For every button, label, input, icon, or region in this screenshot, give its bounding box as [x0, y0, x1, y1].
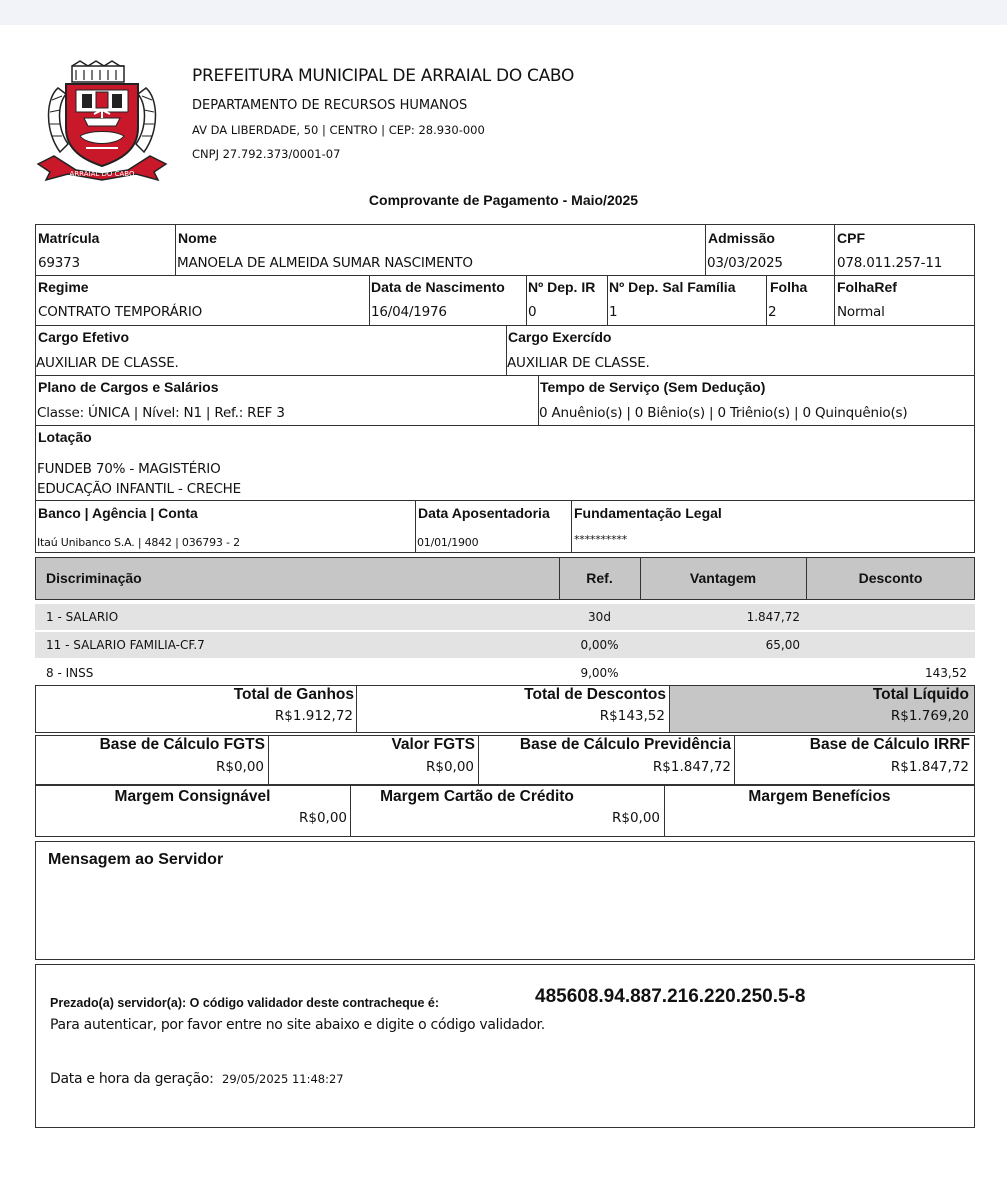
- margem-consignavel-value: R$0,00: [298, 810, 347, 826]
- folharef-label: FolhaRef: [837, 279, 897, 295]
- table-row: [35, 632, 975, 658]
- validator-code: 485608.94.887.216.220.250.5-8: [535, 986, 806, 1007]
- base-irrf-value: R$1.847,72: [890, 759, 969, 775]
- nome-label: Nome: [178, 230, 217, 246]
- aposentadoria-label: Data Aposentadoria: [418, 505, 550, 521]
- admissao-value: 03/03/2025: [707, 255, 783, 271]
- row-vantagem: 1.847,72: [746, 610, 800, 624]
- org-name: PREFEITURA MUNICIPAL DE ARRAIAL DO CABO: [192, 66, 575, 86]
- crest-ribbon-text: ARRAIAL DO CABO: [69, 170, 135, 178]
- banco-value: Itaú Unibanco S.A. | 4842 | 036793 - 2: [37, 536, 240, 549]
- admissao-label: Admissão: [708, 230, 775, 246]
- row-ref: 30d: [588, 610, 611, 624]
- plano-cargos-value: Classe: ÚNICA | Nível: N1 | Ref.: REF 3: [37, 405, 285, 421]
- banco-label: Banco | Agência | Conta: [38, 505, 198, 521]
- folha-label: Folha: [770, 279, 808, 295]
- cpf-value: 078.011.257-11: [837, 255, 943, 271]
- validator-box: [35, 964, 975, 1128]
- base-irrf-label: Base de Cálculo IRRF: [809, 736, 970, 753]
- department-name: DEPARTAMENTO DE RECURSOS HUMANOS: [192, 98, 468, 113]
- lotacao-line-2: EDUCAÇÃO INFANTIL - CRECHE: [37, 481, 241, 497]
- message-label: Mensagem ao Servidor: [48, 851, 224, 868]
- row-desc: 8 - INSS: [46, 666, 94, 680]
- base-fgts-label: Base de Cálculo FGTS: [99, 736, 265, 753]
- dep-ir-value: 0: [528, 304, 537, 320]
- aposentadoria-value: 01/01/1900: [417, 536, 479, 549]
- table-row: [35, 604, 975, 630]
- margem-beneficios-label: Margem Benefícios: [748, 788, 891, 805]
- row-vantagem: 65,00: [765, 638, 800, 652]
- folha-value: 2: [768, 304, 777, 320]
- total-ganhos-value: R$1.912,72: [274, 708, 353, 724]
- fundamentacao-value: **********: [574, 533, 628, 546]
- row-desc: 11 - SALARIO FAMILIA-CF.7: [46, 638, 205, 652]
- plano-cargos-label: Plano de Cargos e Salários: [38, 379, 219, 395]
- tempo-servico-value: 0 Anuênio(s) | 0 Biênio(s) | 0 Triênio(s) | 0 Quinquênio(s): [539, 405, 908, 421]
- table-row: [35, 660, 975, 686]
- org-address: AV DA LIBERDADE, 50 | CENTRO | CEP: 28.930-000: [192, 123, 485, 137]
- dep-sal-familia-value: 1: [609, 304, 618, 320]
- document-title: Comprovante de Pagamento - Maio/2025: [368, 192, 639, 208]
- regime-label: Regime: [38, 279, 89, 295]
- cargo-efetivo-label: Cargo Efetivo: [38, 329, 130, 345]
- nascimento-label: Data de Nascimento: [371, 279, 505, 295]
- generation-datetime: 29/05/2025 11:48:27: [222, 1072, 344, 1086]
- col-desconto: Desconto: [858, 570, 923, 586]
- col-ref: Ref.: [586, 570, 613, 586]
- nascimento-value: 16/04/1976: [371, 304, 447, 320]
- col-vantagem: Vantagem: [689, 570, 757, 586]
- matricula-label: Matrícula: [38, 230, 100, 246]
- base-fgts-value: R$0,00: [215, 759, 264, 775]
- cargo-exercido-label: Cargo Exercído: [508, 329, 612, 345]
- coat-of-arms-logo: [36, 60, 168, 182]
- cargo-exercido-value: AUXILIAR DE CLASSE.: [507, 355, 650, 371]
- lotacao-line-1: FUNDEB 70% - MAGISTÉRIO: [37, 461, 221, 477]
- row-ref: 0,00%: [580, 638, 619, 652]
- margem-cartao-label: Margem Cartão de Crédito: [380, 788, 574, 805]
- matricula-value: 69373: [38, 255, 80, 271]
- lotacao-label: Lotação: [38, 429, 92, 445]
- base-previdencia-label: Base de Cálculo Previdência: [519, 736, 731, 753]
- cpf-label: CPF: [837, 230, 865, 246]
- row-desconto: 143,52: [925, 666, 967, 680]
- top-bar: [0, 0, 1007, 25]
- folharef-value: Normal: [837, 304, 885, 320]
- valor-fgts-value: R$0,00: [425, 759, 474, 775]
- dep-sal-familia-label: Nº Dep. Sal Família: [609, 279, 736, 295]
- regime-value: CONTRATO TEMPORÁRIO: [38, 304, 203, 320]
- generation-label: Data e hora da geração:: [50, 1071, 214, 1087]
- margem-consignavel-label: Margem Consignável: [114, 788, 271, 805]
- base-previdencia-value: R$1.847,72: [652, 759, 731, 775]
- org-cnpj: CNPJ 27.792.373/0001-07: [192, 147, 341, 161]
- total-descontos-label: Total de Descontos: [524, 686, 666, 703]
- total-ganhos-label: Total de Ganhos: [233, 686, 354, 703]
- fundamentacao-label: Fundamentação Legal: [574, 505, 722, 521]
- tempo-servico-label: Tempo de Serviço (Sem Dedução): [540, 379, 766, 395]
- row-ref: 9,00%: [580, 666, 619, 680]
- dep-ir-label: Nº Dep. IR: [528, 279, 596, 295]
- validator-intro: Prezado(a) servidor(a): O código validador deste contracheque é:: [50, 996, 439, 1010]
- cargo-efetivo-value: AUXILIAR DE CLASSE.: [36, 355, 179, 371]
- row-desc: 1 - SALARIO: [46, 610, 119, 624]
- nome-value: MANOELA DE ALMEIDA SUMAR NASCIMENTO: [177, 255, 473, 271]
- col-discriminacao: Discriminação: [46, 570, 142, 586]
- auth-instructions: Para autenticar, por favor entre no site abaixo e digite o código validador.: [50, 1017, 545, 1033]
- valor-fgts-label: Valor FGTS: [391, 736, 475, 753]
- total-descontos-value: R$143,52: [599, 708, 665, 724]
- margem-cartao-value: R$0,00: [611, 810, 660, 826]
- total-liquido-label: Total Líquido: [872, 686, 969, 703]
- total-liquido-value: R$1.769,20: [890, 708, 969, 724]
